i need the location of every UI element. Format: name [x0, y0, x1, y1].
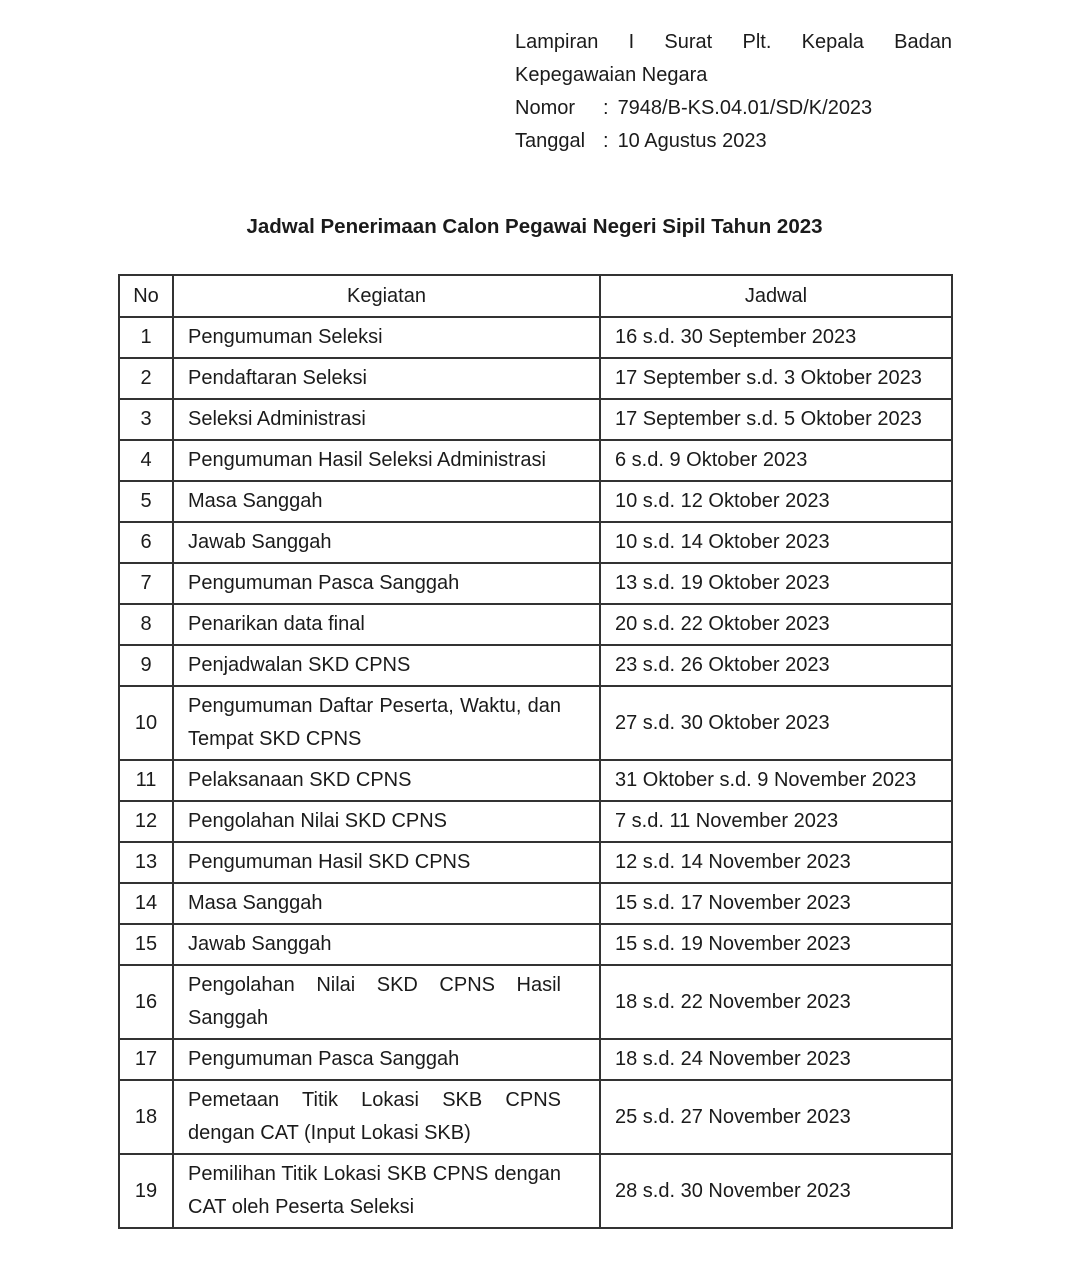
row-kegiatan: Pengumuman Hasil Seleksi Administrasi [173, 440, 600, 481]
row-jadwal: 25 s.d. 27 November 2023 [600, 1080, 952, 1154]
table-row [119, 358, 952, 399]
table-row [119, 801, 952, 842]
row-kegiatan: Jawab Sanggah [173, 924, 600, 965]
table-row [119, 604, 952, 645]
row-kegiatan: Pengolahan Nilai SKD CPNS Hasil Sanggah [173, 965, 600, 1039]
table-row [119, 1039, 952, 1080]
row-no: 2 [119, 358, 173, 399]
table-row [119, 440, 952, 481]
table-row [119, 399, 952, 440]
row-kegiatan: Masa Sanggah [173, 883, 600, 924]
letterhead-line1: Lampiran I Surat Plt. Kepala Badan [515, 31, 952, 53]
row-kegiatan: Masa Sanggah [173, 481, 600, 522]
row-kegiatan: Pelaksanaan SKD CPNS [173, 760, 600, 801]
table-row [119, 481, 952, 522]
row-jadwal: 6 s.d. 9 Oktober 2023 [600, 440, 952, 481]
row-kegiatan: Pengumuman Pasca Sanggah [173, 563, 600, 604]
row-jadwal: 28 s.d. 30 November 2023 [600, 1154, 952, 1228]
tanggal-label: Tanggal [515, 130, 586, 152]
row-jadwal: 18 s.d. 22 November 2023 [600, 965, 952, 1039]
row-kegiatan: Penarikan data final [173, 604, 600, 645]
row-kegiatan: Jawab Sanggah [173, 522, 600, 563]
table-row [119, 645, 952, 686]
row-jadwal: 15 s.d. 17 November 2023 [600, 883, 952, 924]
row-jadwal: 13 s.d. 19 Oktober 2023 [600, 563, 952, 604]
table-header-row [119, 275, 952, 317]
row-jadwal: 17 September s.d. 5 Oktober 2023 [600, 399, 952, 440]
letterhead-tanggal-row [515, 125, 952, 158]
row-jadwal: 10 s.d. 14 Oktober 2023 [600, 522, 952, 563]
row-no: 10 [119, 686, 173, 760]
row-jadwal: 16 s.d. 30 September 2023 [600, 317, 952, 358]
table-row [119, 924, 952, 965]
row-no: 14 [119, 883, 173, 924]
row-jadwal: 20 s.d. 22 Oktober 2023 [600, 604, 952, 645]
table-row [119, 317, 952, 358]
row-no: 12 [119, 801, 173, 842]
header-no: No [119, 275, 173, 317]
table-row [119, 842, 952, 883]
row-no: 16 [119, 965, 173, 1039]
letterhead-line2: Kepegawaian Negara [515, 64, 708, 86]
nomor-colon: : [603, 97, 609, 119]
row-kegiatan: Pengumuman Pasca Sanggah [173, 1039, 600, 1080]
row-jadwal: 7 s.d. 11 November 2023 [600, 801, 952, 842]
row-kegiatan: Pemilihan Titik Lokasi SKB CPNS dengan CAT oleh Peserta Seleksi [173, 1154, 600, 1228]
table-row [119, 522, 952, 563]
row-no: 17 [119, 1039, 173, 1080]
row-no: 9 [119, 645, 173, 686]
row-jadwal: 12 s.d. 14 November 2023 [600, 842, 952, 883]
page-title: Jadwal Penerimaan Calon Pegawai Negeri Sipil Tahun 2023 [246, 215, 823, 238]
row-kegiatan: Pengumuman Hasil SKD CPNS [173, 842, 600, 883]
table-row [119, 1154, 952, 1228]
row-no: 8 [119, 604, 173, 645]
table-row [119, 965, 952, 1039]
row-no: 3 [119, 399, 173, 440]
header-jadwal: Jadwal [600, 275, 952, 317]
row-no: 19 [119, 1154, 173, 1228]
header-kegiatan: Kegiatan [173, 275, 600, 317]
schedule-table [118, 274, 953, 1229]
row-no: 4 [119, 440, 173, 481]
table-row [119, 760, 952, 801]
nomor-value: 7948/B-KS.04.01/SD/K/2023 [617, 97, 873, 119]
row-jadwal: 31 Oktober s.d. 9 November 2023 [600, 760, 952, 801]
row-jadwal: 17 September s.d. 3 Oktober 2023 [600, 358, 952, 399]
row-kegiatan: Pengolahan Nilai SKD CPNS [173, 801, 600, 842]
table-row [119, 563, 952, 604]
row-jadwal: 27 s.d. 30 Oktober 2023 [600, 686, 952, 760]
table-row [119, 883, 952, 924]
letterhead [515, 26, 952, 158]
row-kegiatan: Pengumuman Daftar Peserta, Waktu, dan Tempat SKD CPNS [173, 686, 600, 760]
row-jadwal: 18 s.d. 24 November 2023 [600, 1039, 952, 1080]
row-kegiatan: Seleksi Administrasi [173, 399, 600, 440]
tanggal-value: 10 Agustus 2023 [617, 130, 767, 152]
row-kegiatan: Pemetaan Titik Lokasi SKB CPNS dengan CAT (Input Lokasi SKB) [173, 1080, 600, 1154]
letterhead-nomor-row [515, 92, 952, 125]
row-jadwal: 15 s.d. 19 November 2023 [600, 924, 952, 965]
row-kegiatan: Penjadwalan SKD CPNS [173, 645, 600, 686]
row-no: 18 [119, 1080, 173, 1154]
row-no: 1 [119, 317, 173, 358]
table-row [119, 686, 952, 760]
row-kegiatan: Pengumuman Seleksi [173, 317, 600, 358]
row-no: 11 [119, 760, 173, 801]
row-no: 6 [119, 522, 173, 563]
row-jadwal: 23 s.d. 26 Oktober 2023 [600, 645, 952, 686]
row-jadwal: 10 s.d. 12 Oktober 2023 [600, 481, 952, 522]
row-no: 5 [119, 481, 173, 522]
row-no: 13 [119, 842, 173, 883]
nomor-label: Nomor [515, 97, 576, 119]
tanggal-colon: : [603, 130, 609, 152]
row-no: 7 [119, 563, 173, 604]
row-no: 15 [119, 924, 173, 965]
table-row [119, 1080, 952, 1154]
row-kegiatan: Pendaftaran Seleksi [173, 358, 600, 399]
